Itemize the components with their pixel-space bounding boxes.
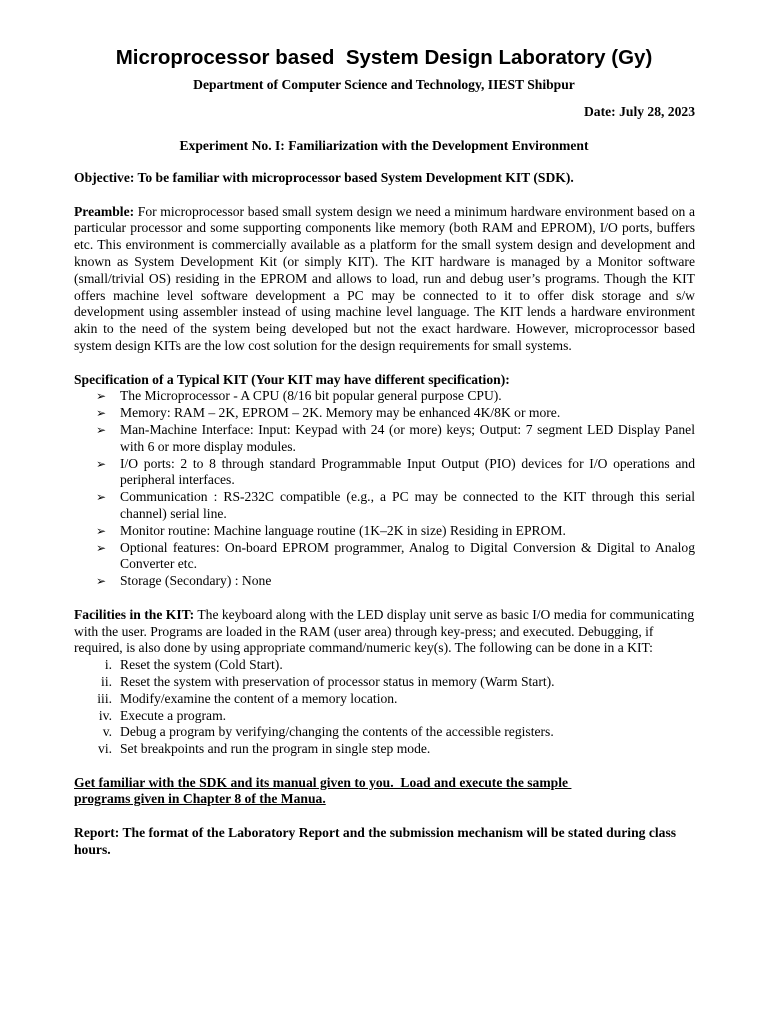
- page-title: Microprocessor based System Design Laboratory (Gy): [115, 46, 653, 69]
- list-item: ➢ Storage (Secondary) : None: [96, 573, 272, 589]
- arrow-bullet-icon: ➢: [96, 574, 107, 589]
- facilities-paragraph: [74, 607, 695, 657]
- facilities-text: The keyboard along with the LED display unit serve as basic I/O media for communicating with the user. Programs are loaded in the RAM (user area) through key-press; and executed. Debugging, if required, is also done by using appropriate command/numeric key(s). The following can be done in a KIT:: [74, 606, 695, 656]
- instruction-line-2: programs given in Chapter 8 of the Manua.: [74, 791, 326, 807]
- list-item: ➢ Monitor routine: Machine language routine (1K–2K in size) Residing in EPROM.: [96, 522, 566, 538]
- preamble-label: Preamble:: [74, 203, 135, 219]
- department-line: Department of Computer Science and Technology, IIEST Shibpur: [193, 77, 575, 92]
- document-body: [74, 170, 695, 859]
- facilities-list: [74, 657, 695, 758]
- specification-list: [74, 388, 695, 590]
- experiment-title: Experiment No. I: Familiarization with the Development Environment: [179, 138, 589, 153]
- arrow-bullet-icon: ➢: [96, 389, 107, 404]
- list-item: iii. Modify/examine the content of a memory location.: [97, 690, 398, 706]
- list-item: i. Reset the system (Cold Start).: [104, 657, 283, 673]
- list-item: ➢ Optional features: On-board EPROM programmer, Analog to Digital Conversion & Digital to Analog Converter etc.: [96, 539, 695, 572]
- arrow-bullet-icon: ➢: [96, 456, 107, 471]
- list-item: ➢ Man-Machine Interface: Input: Keypad with 24 (or more) keys; Output: 7 segment LED Display Panel with 6 or more display modules.: [96, 421, 695, 454]
- arrow-bullet-icon: ➢: [96, 540, 107, 555]
- preamble-paragraph: [74, 204, 695, 355]
- preamble-text: For microprocessor based small system design we need a minimum hardware environment based on a particular processor and some supporting components like memory (both RAM and EPROM), I/O ports, buffers etc. This environment is commercially available as a platform for the small system design and development and known as System Development Kit (or simply KIT). The KIT hardware is managed by a Monitor software (small/trivial OS) residing in the EPROM and allows to load, run and debug user’s programs. Though the KIT offers machine level software development a PC may be connected to it to offer disk storage and s/w development using assembler instead of using machine level language. The KIT lends a hardware environment akin to the need of the system being developed but not the exact hardware. However, microprocessor based system design KITs are the low cost solution for the design requirements for small systems.: [74, 203, 695, 353]
- list-item: iv. Execute a program.: [98, 707, 227, 723]
- objective: Objective: To be familiar with microprocessor based System Development KIT (SDK).: [74, 170, 574, 185]
- list-item: v. Debug a program by verifying/changing the contents of the accessible registers.: [102, 724, 554, 740]
- instruction-line-1: Get familiar with the SDK and its manual given to you. Load and execute the sample: [74, 774, 572, 790]
- list-item: vi. Set breakpoints and run the program in single step mode.: [98, 741, 431, 757]
- list-item: ➢ I/O ports: 2 to 8 through standard Programmable Input Output (PIO) devices for I/O operations and peripheral interfaces.: [96, 455, 695, 488]
- report-note: Report: The format of the Laboratory Report and the submission mechanism will be stated during class hours.: [74, 825, 677, 857]
- arrow-bullet-icon: ➢: [96, 490, 107, 505]
- arrow-bullet-icon: ➢: [96, 422, 107, 437]
- arrow-bullet-icon: ➢: [96, 523, 107, 538]
- date-line: Date: July 28, 2023: [583, 104, 695, 119]
- list-item: ➢ The Microprocessor - A CPU (8/16 bit popular general purpose CPU).: [96, 388, 502, 404]
- list-item: ii. Reset the system with preservation of processor status in memory (Warm Start).: [101, 673, 555, 689]
- specification-heading: Specification of a Typical KIT (Your KIT may have different specification):: [74, 371, 510, 387]
- facilities-label: Facilities in the KIT:: [74, 606, 195, 622]
- arrow-bullet-icon: ➢: [96, 406, 107, 421]
- list-item: ➢ Memory: RAM – 2K, EPROM – 2K. Memory may be enhanced 4K/8K or more.: [96, 405, 561, 421]
- list-item: ➢ Communication : RS-232C compatible (e.g., a PC may be connected to the KIT through this serial channel) serial line.: [96, 489, 695, 521]
